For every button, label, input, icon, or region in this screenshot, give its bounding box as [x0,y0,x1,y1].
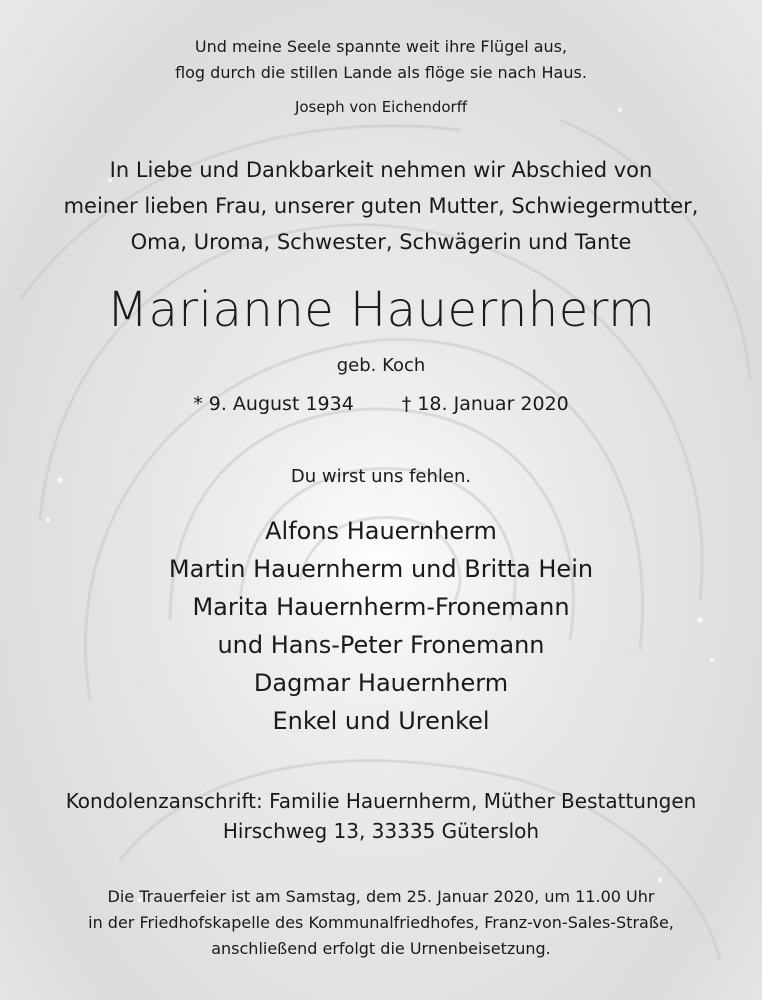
mourner-line: Enkel und Urenkel [272,707,490,735]
condolence-address [0,786,762,846]
address-line-1: Kondolenzanschrift: Familie Hauernherm, Müther Bestattungen [65,789,697,813]
maiden-name: geb. Koch [336,355,426,376]
death-date: † 18. Januar 2020 [401,393,569,415]
intro-text [0,152,762,260]
poem-quote [0,34,762,86]
poem-line-1: Und meine Seele spannte weit ihre Flügel aus, [194,37,568,56]
farewell-text: Du wirst uns fehlen. [290,466,472,487]
ceremony-line-2: in der Friedhofskapelle des Kommunalfriedhofes, Franz-von-Sales-Straße, [88,913,674,932]
intro-line-1: In Liebe und Dankbarkeit nehmen wir Abschied von [109,158,653,182]
deceased-name: Marianne Hauernherm [106,282,656,338]
ceremony-line-1: Die Trauerfeier ist am Samstag, dem 25. Januar 2020, um 11.00 Uhr [107,887,655,906]
mourner-line: Marita Hauernherm-Fronemann [192,593,570,621]
mourner-line: und Hans-Peter Fronemann [217,631,545,659]
intro-line-2: meiner lieben Frau, unserer guten Mutter, Schwiegermutter, [63,194,699,218]
intro-line-3: Oma, Uroma, Schwester, Schwägerin und Tante [130,230,632,254]
ceremony-line-3: anschließend erfolgt die Urnenbeisetzung. [211,939,551,958]
life-dates [0,393,762,415]
mourner-line: Dagmar Hauernherm [253,669,509,697]
address-line-2: Hirschweg 13, 33335 Gütersloh [222,819,540,843]
mourner-line: Martin Hauernherm und Britta Hein [168,555,594,583]
poem-line-2: flog durch die stillen Lande als flöge sie nach Haus. [175,63,587,82]
mourner-line: Alfons Hauernherm [265,517,497,545]
funeral-details [0,884,762,962]
poem-author: Joseph von Eichendorff [294,98,468,116]
mourners-list [0,512,762,740]
birth-date: * 9. August 1934 [193,393,354,415]
